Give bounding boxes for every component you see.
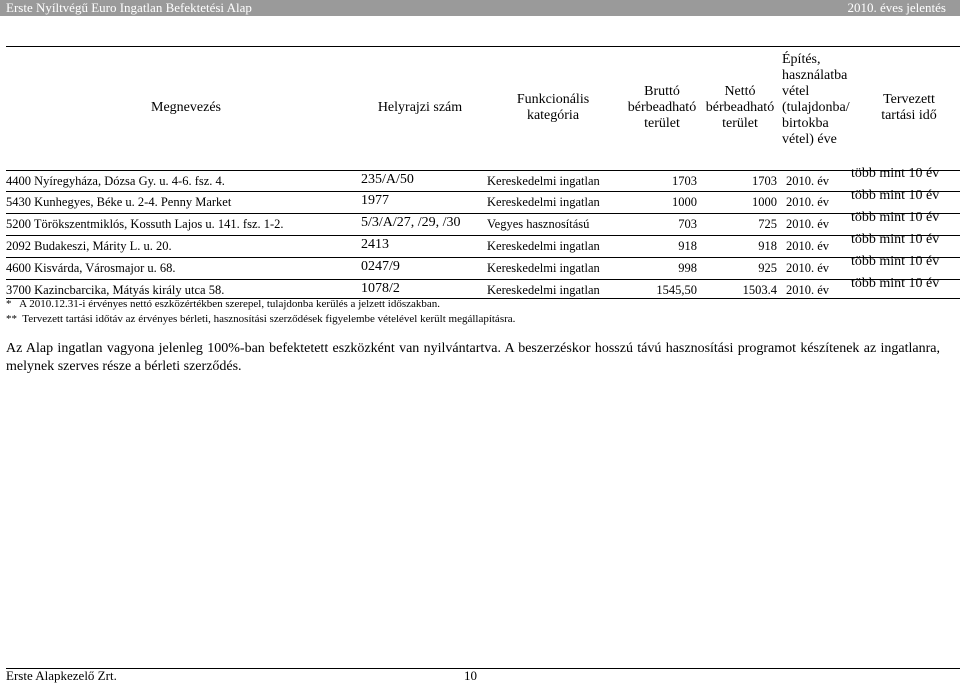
col-header-name: Megnevezés bbox=[151, 100, 221, 115]
cell-hrsz: 1078/2 bbox=[361, 281, 400, 296]
table-top-rule bbox=[6, 46, 960, 47]
cell-brutto: 1703 bbox=[672, 174, 697, 188]
cell-name: 4400 Nyíregyháza, Dózsa Gy. u. 4-6. fsz. 4. bbox=[6, 174, 225, 188]
cell-tart: több mint 10 év bbox=[851, 188, 940, 203]
col-header-func-line2: kategória bbox=[526, 108, 580, 123]
cell-hrsz: 5/3/A/27, /29, /30 bbox=[361, 215, 461, 230]
cell-epit: 2010. év bbox=[786, 283, 830, 297]
cell-func: Kereskedelmi ingatlan bbox=[487, 195, 600, 209]
cell-epit: 2010. év bbox=[786, 217, 830, 231]
cell-brutto: 998 bbox=[678, 261, 697, 275]
cell-brutto: 918 bbox=[678, 239, 697, 253]
body-paragraph: Az Alap ingatlan vagyona jelenleg 100%-ban befektetett eszközként van nyilvántartva. A beszerzéskor hosszú távú hasznosítási programot készítenek az ingatlanra, melynek szerves része a bérleti szerződés. bbox=[6, 341, 940, 374]
row-rule bbox=[6, 257, 960, 258]
cell-brutto: 1000 bbox=[672, 195, 697, 209]
col-header-epit-line3: vétel bbox=[782, 84, 810, 99]
row-rule bbox=[6, 170, 960, 171]
cell-func: Kereskedelmi ingatlan bbox=[487, 283, 600, 297]
cell-func: Kereskedelmi ingatlan bbox=[487, 261, 600, 275]
cell-name: 5430 Kunhegyes, Béke u. 2-4. Penny Market bbox=[6, 195, 232, 209]
col-header-func-line1: Funkcionális bbox=[516, 92, 590, 107]
fund-name: Erste Nyíltvégű Euro Ingatlan Befektetési Alap bbox=[6, 0, 252, 15]
col-header-epit-line2: használatba bbox=[782, 68, 848, 83]
col-header-epit-line4: (tulajdonba/ bbox=[782, 100, 850, 115]
cell-netto: 725 bbox=[758, 217, 777, 231]
col-header-epit-line6: vétel) éve bbox=[782, 132, 837, 147]
col-header-brutto-line2: bérbeadható bbox=[627, 100, 697, 115]
footer-company: Erste Alapkezelő Zrt. bbox=[6, 668, 117, 683]
cell-name: 3700 Kazincbarcika, Mátyás király utca 58. bbox=[6, 283, 225, 297]
col-header-tart bbox=[864, 92, 954, 124]
cell-brutto: 703 bbox=[678, 217, 697, 231]
row-rule bbox=[6, 279, 960, 280]
col-header-netto-line1: Nettó bbox=[724, 84, 756, 99]
cell-hrsz: 1977 bbox=[361, 193, 389, 208]
col-header-netto-line3: terület bbox=[722, 116, 758, 131]
cell-tart: több mint 10 év bbox=[851, 232, 940, 247]
col-header-tart-line2: tartási idő bbox=[881, 108, 937, 123]
cell-hrsz: 0247/9 bbox=[361, 259, 400, 274]
col-header-brutto-line1: Bruttó bbox=[644, 84, 680, 99]
cell-name: 2092 Budakeszi, Márity L. u. 20. bbox=[6, 239, 172, 253]
cell-func: Vegyes hasznosítású bbox=[487, 217, 590, 231]
cell-netto: 1703 bbox=[752, 174, 777, 188]
footer-rule bbox=[6, 668, 960, 669]
cell-func: Kereskedelmi ingatlan bbox=[487, 239, 600, 253]
page-number: 10 bbox=[464, 668, 477, 683]
cell-func: Kereskedelmi ingatlan bbox=[487, 174, 600, 188]
cell-epit: 2010. év bbox=[786, 261, 830, 275]
col-header-epit bbox=[782, 52, 862, 148]
cell-tart: több mint 10 év bbox=[851, 254, 940, 269]
cell-brutto: 1545,50 bbox=[656, 283, 697, 297]
col-header-tart-line1: Tervezett bbox=[883, 92, 935, 107]
cell-hrsz: 2413 bbox=[361, 237, 389, 252]
col-header-epit-line1: Építés, bbox=[782, 52, 821, 67]
row-rule bbox=[6, 213, 960, 214]
report-title: 2010. éves jelentés bbox=[847, 0, 946, 15]
cell-netto: 1000 bbox=[752, 195, 777, 209]
cell-name: 4600 Kisvárda, Városmajor u. 68. bbox=[6, 261, 176, 275]
row-rule bbox=[6, 235, 960, 236]
cell-name: 5200 Törökszentmiklós, Kossuth Lajos u. 141. fsz. 1-2. bbox=[6, 217, 284, 231]
col-header-brutto bbox=[620, 84, 704, 132]
col-header-netto bbox=[700, 84, 780, 132]
row-rule bbox=[6, 191, 960, 192]
col-header-epit-line5: birtokba bbox=[782, 116, 829, 131]
cell-tart: több mint 10 év bbox=[851, 210, 940, 225]
cell-netto: 1503.4 bbox=[742, 283, 777, 297]
page-header bbox=[0, 0, 960, 16]
cell-epit: 2010. év bbox=[786, 239, 830, 253]
cell-tart: több mint 10 év bbox=[851, 276, 940, 291]
cell-netto: 918 bbox=[758, 239, 777, 253]
col-header-brutto-line3: terület bbox=[644, 116, 680, 131]
cell-netto: 925 bbox=[758, 261, 777, 275]
footnote-2: ** Tervezett tartási időtáv az érvényes bérleti, hasznosítási szerződések figyelembe vételével került megállapításra. bbox=[6, 313, 516, 325]
col-header-hrsz: Helyrajzi szám bbox=[377, 100, 463, 115]
cell-epit: 2010. év bbox=[786, 195, 830, 209]
col-header-func bbox=[508, 92, 598, 124]
cell-tart: több mint 10 év bbox=[851, 166, 940, 181]
cell-hrsz: 235/A/50 bbox=[361, 172, 414, 187]
col-header-netto-line2: bérbeadható bbox=[705, 100, 775, 115]
footnote-1: * A 2010.12.31-i érvényes nettó eszközértékben szerepel, tulajdonba kerülés a jelzett időszakban. bbox=[6, 298, 441, 310]
cell-epit: 2010. év bbox=[786, 174, 830, 188]
